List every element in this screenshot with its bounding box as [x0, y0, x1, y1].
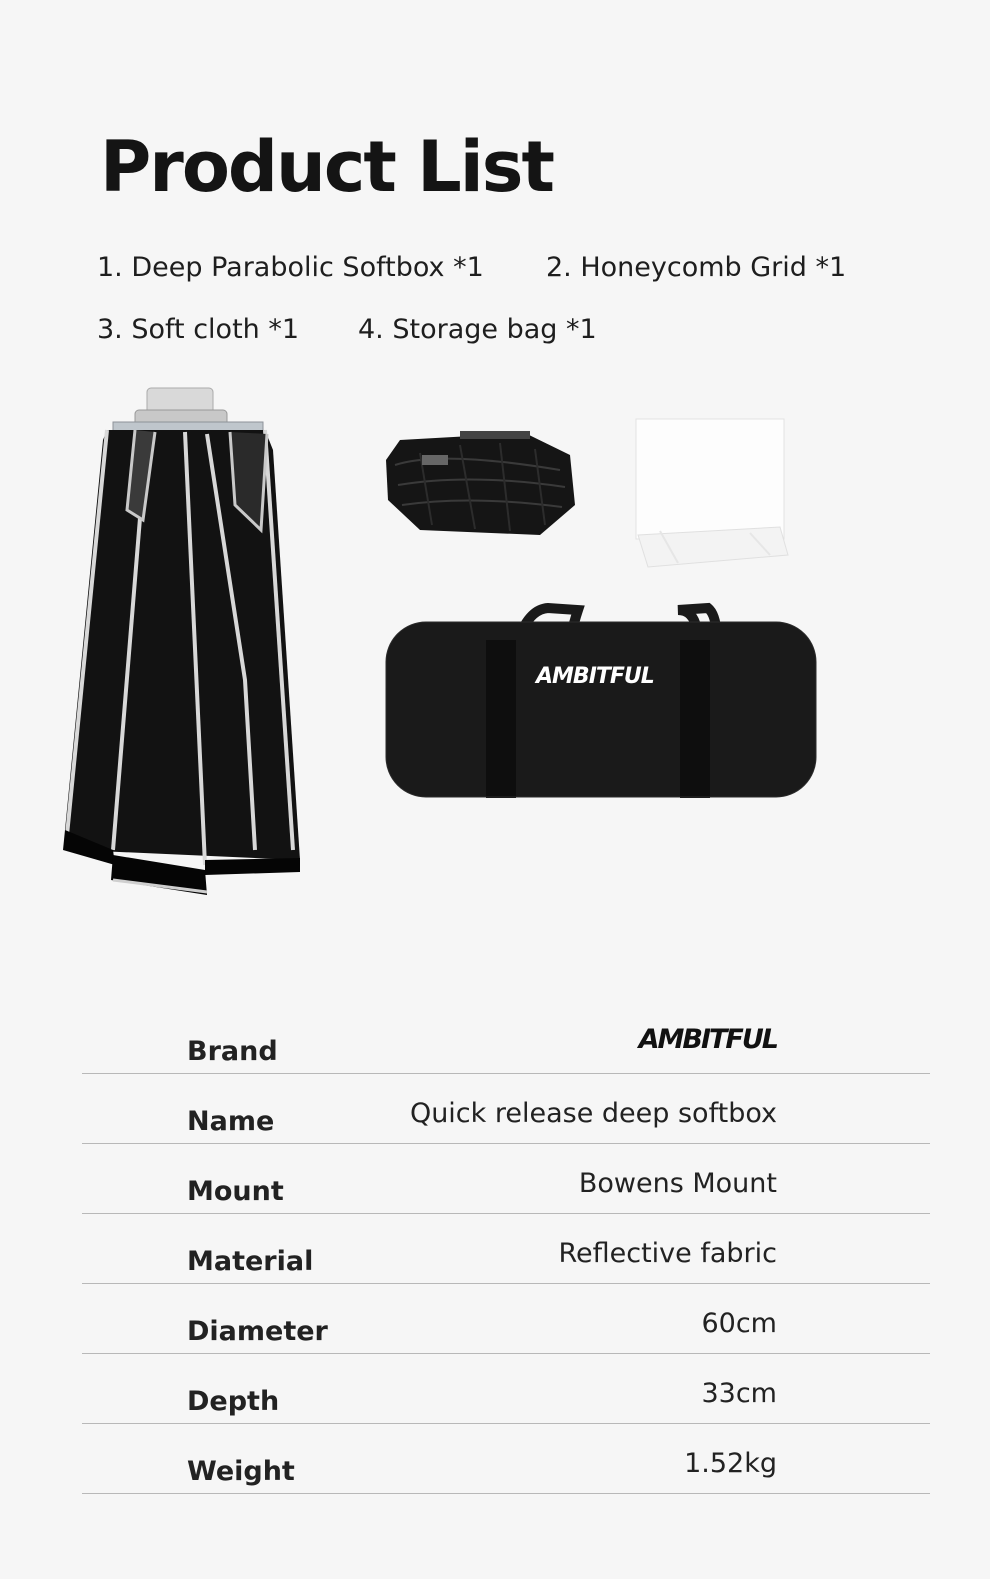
product-list-item: 4. Storage bag *1 [358, 314, 597, 345]
spec-value: 60cm [701, 1308, 777, 1339]
page-title: Product List [100, 126, 553, 208]
spec-row-weight [82, 1424, 930, 1494]
softbox-image [55, 380, 315, 910]
spec-value: Reflective fabric [558, 1238, 777, 1269]
product-list-item: 1. Deep Parabolic Softbox *1 [97, 252, 484, 283]
storage-bag-image [378, 600, 823, 810]
spec-label: Name [187, 1106, 275, 1137]
brand-logo: AMBITFUL [638, 1024, 777, 1055]
spec-value: Bowens Mount [578, 1168, 777, 1199]
honeycomb-grid-image [380, 425, 585, 545]
spec-label: Brand [187, 1036, 278, 1067]
spec-label: Mount [187, 1176, 284, 1207]
spec-row-brand [82, 1010, 930, 1074]
spec-row-depth [82, 1354, 930, 1424]
spec-value: 33cm [701, 1378, 777, 1409]
spec-row-name [82, 1074, 930, 1144]
spec-value: Quick release deep softbox [409, 1098, 777, 1129]
spec-row-diameter [82, 1284, 930, 1354]
product-list-item: 2. Honeycomb Grid *1 [546, 252, 847, 283]
spec-label: Material [187, 1246, 314, 1277]
spec-label: Depth [187, 1386, 280, 1417]
spec-label: Weight [187, 1456, 295, 1487]
spec-value: 1.52kg [684, 1448, 777, 1479]
spec-row-material [82, 1214, 930, 1284]
bag-brand-logo: AMBITFUL [536, 664, 654, 689]
soft-cloth-image [630, 415, 795, 575]
product-list-item: 3. Soft cloth *1 [97, 314, 300, 345]
spec-label: Diameter [187, 1316, 328, 1347]
spec-row-mount [82, 1144, 930, 1214]
specs-table [82, 1010, 930, 1494]
